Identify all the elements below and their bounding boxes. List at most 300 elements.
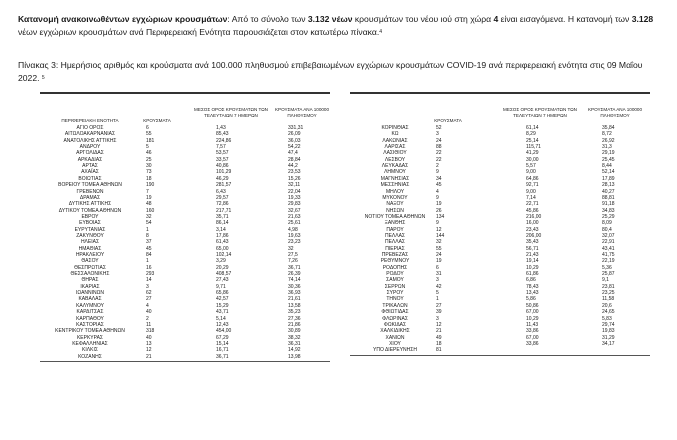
cell-cases: 1 bbox=[146, 226, 149, 233]
cell-cases: 190 bbox=[146, 182, 155, 189]
cell-avg: 61,86 bbox=[526, 271, 539, 278]
cell-cases: 16 bbox=[146, 264, 152, 271]
table-row bbox=[350, 335, 650, 341]
cell-cases: 21 bbox=[436, 328, 442, 335]
cell-cases: 6 bbox=[146, 125, 149, 131]
cell-region: ΛΕΣΒΟΥ bbox=[384, 156, 406, 163]
cell-region: ΚΑΡΔΙΤΣΑΣ bbox=[76, 309, 104, 316]
intro-imported-cases: 4 bbox=[493, 14, 499, 24]
cell-per100k: 21,86 bbox=[288, 321, 301, 328]
cell-cases: 48 bbox=[146, 201, 152, 208]
cell-avg: 64,86 bbox=[526, 175, 539, 182]
table-row bbox=[350, 150, 650, 156]
cell-region: ΛΗΜΝΟΥ bbox=[384, 169, 406, 176]
table-row bbox=[350, 182, 650, 188]
header-per100k: ΚΡΟΥΣΜΑΤΑ ΑΝΑ 100000 ΠΛΗΘΥΣΜΟΥ bbox=[274, 107, 330, 118]
table-row bbox=[40, 201, 330, 207]
table-row bbox=[40, 252, 330, 258]
table-bottom-rule bbox=[350, 355, 650, 356]
cell-per100k: 27,5 bbox=[288, 252, 298, 258]
table-caption bbox=[18, 59, 658, 84]
table-row bbox=[350, 290, 650, 296]
cell-avg: 30,00 bbox=[526, 156, 539, 163]
cell-region: ΑΝΔΡΟΥ bbox=[79, 144, 101, 151]
cell-per100k: 26,39 bbox=[288, 271, 301, 278]
cell-cases: 62 bbox=[146, 290, 152, 297]
table-row bbox=[350, 284, 650, 290]
cell-cases: 45 bbox=[436, 182, 442, 189]
intro-paragraph bbox=[18, 13, 668, 39]
cell-cases: 7 bbox=[146, 188, 149, 195]
cell-region: ΑΡΓΟΛΙΔΑΣ bbox=[76, 150, 104, 157]
table-row bbox=[350, 195, 650, 201]
cell-avg: 65,00 bbox=[216, 245, 229, 252]
table-row bbox=[40, 258, 330, 264]
cell-per100k: 29,74 bbox=[602, 321, 615, 328]
cell-per100k: 29,19 bbox=[602, 150, 615, 157]
cell-cases: 49 bbox=[436, 334, 442, 341]
cell-avg: 5,57 bbox=[526, 163, 536, 170]
cell-avg: 9,00 bbox=[526, 188, 536, 195]
cell-cases: 88 bbox=[436, 144, 442, 151]
cell-per100k: 88,81 bbox=[602, 194, 615, 201]
cell-avg: 25,14 bbox=[526, 137, 539, 144]
cell-avg: 43,71 bbox=[216, 309, 229, 316]
cell-cases: 46 bbox=[146, 150, 152, 157]
table-row bbox=[350, 220, 650, 226]
table-row bbox=[350, 157, 650, 163]
cell-avg: 40,86 bbox=[216, 163, 229, 170]
intro-text-1: : Από το σύνολο των bbox=[227, 14, 308, 24]
table-row bbox=[350, 309, 650, 315]
table-row bbox=[350, 328, 650, 334]
cell-region: ΠΑΡΟΥ bbox=[386, 226, 404, 233]
cell-per100k: 28,13 bbox=[602, 182, 615, 189]
cell-per100k: 38,32 bbox=[288, 334, 301, 341]
cell-avg: 7,14 bbox=[526, 194, 536, 201]
cell-cases: 318 bbox=[146, 328, 155, 335]
cell-avg: 78,43 bbox=[526, 283, 539, 290]
cell-cases: 32 bbox=[146, 213, 152, 220]
cell-cases: 27 bbox=[436, 302, 442, 309]
cell-cases: 293 bbox=[146, 271, 155, 278]
cell-avg: 45,86 bbox=[526, 207, 539, 214]
cell-cases: 32 bbox=[436, 239, 442, 246]
cell-avg: 27,43 bbox=[216, 277, 229, 284]
table-row bbox=[350, 347, 650, 353]
cell-region: ΔΥΤΙΚΗΣ ΑΤΤΙΚΗΣ bbox=[68, 201, 112, 208]
cell-per100k: 54,22 bbox=[288, 144, 301, 151]
cell-region: ΚΑΛΥΜΝΟΥ bbox=[76, 302, 104, 309]
cell-cases: 54 bbox=[146, 220, 152, 227]
table-row bbox=[350, 239, 650, 245]
cell-region: ΤΡΙΚΑΛΩΝ bbox=[382, 302, 408, 309]
table-row bbox=[350, 208, 650, 214]
cell-region: ΘΕΣΣΑΛΟΝΙΚΗΣ bbox=[70, 271, 110, 278]
cell-per100k: 19,83 bbox=[602, 328, 615, 335]
table-row bbox=[40, 303, 330, 309]
header-region: ΠΕΡΙΦΕΡΕΙΑΚΗ ΕΝΟΤΗΤΑ bbox=[61, 118, 119, 123]
table-row bbox=[40, 233, 330, 239]
cell-cases: 25 bbox=[146, 156, 152, 163]
table-row bbox=[40, 341, 330, 347]
cell-region: ΑΡΤΑΣ bbox=[82, 163, 98, 170]
cell-avg: 56,71 bbox=[526, 245, 539, 252]
table-row bbox=[40, 169, 330, 175]
cell-avg: 16,71 bbox=[216, 347, 229, 354]
cell-avg: 50,86 bbox=[526, 302, 539, 309]
cell-avg: 8,29 bbox=[526, 131, 536, 138]
cell-per100k: 23,53 bbox=[288, 169, 301, 176]
cell-cases: 42 bbox=[436, 283, 442, 290]
cell-per100k: 35,23 bbox=[288, 309, 301, 316]
cell-per100k: 11,58 bbox=[602, 296, 615, 303]
cell-avg: 61,43 bbox=[216, 239, 229, 246]
table-row bbox=[40, 214, 330, 220]
cell-avg: 19,14 bbox=[526, 258, 539, 265]
table-row bbox=[40, 277, 330, 283]
table-row bbox=[350, 176, 650, 182]
table-row bbox=[350, 258, 650, 264]
table-row bbox=[350, 189, 650, 195]
cell-cases: 30 bbox=[146, 163, 152, 170]
cell-per100k: 17,89 bbox=[602, 175, 615, 182]
cell-cases: 84 bbox=[146, 252, 152, 258]
cell-cases: 181 bbox=[146, 137, 155, 144]
cell-cases: 55 bbox=[146, 131, 152, 138]
table-row bbox=[350, 271, 650, 277]
table-row bbox=[40, 182, 330, 188]
cell-avg: 53,57 bbox=[216, 150, 229, 157]
cell-region: ΜΑΓΝΗΣΙΑΣ bbox=[380, 175, 410, 182]
table-row bbox=[350, 322, 650, 328]
cell-per100k: 32 bbox=[288, 245, 294, 252]
cell-region: ΕΒΡΟΥ bbox=[81, 213, 99, 220]
cell-region: ΘΑΣΟΥ bbox=[81, 258, 99, 265]
cell-avg: 216,00 bbox=[526, 213, 542, 220]
cell-region: ΑΙΤΩΛΟΑΚΑΡΝΑΝΙΑΣ bbox=[64, 131, 116, 138]
cell-cases: 3 bbox=[146, 283, 149, 290]
table-row bbox=[40, 290, 330, 296]
cell-cases: 5 bbox=[146, 144, 149, 151]
cell-per100k: 41,75 bbox=[602, 252, 615, 258]
cell-region: ΜΥΚΟΝΟΥ bbox=[382, 194, 408, 201]
cell-per100k: 91,18 bbox=[602, 201, 615, 208]
cell-cases: 22 bbox=[436, 150, 442, 157]
cell-cases: 1 bbox=[146, 258, 149, 265]
cell-region: ΘΕΣΠΡΩΤΙΑΣ bbox=[74, 264, 106, 271]
cell-per100k: 23,81 bbox=[602, 283, 615, 290]
cell-avg: 33,86 bbox=[526, 328, 539, 335]
cell-avg: 33,57 bbox=[216, 156, 229, 163]
table-row bbox=[350, 138, 650, 144]
cell-cases: 144 bbox=[436, 232, 445, 239]
cell-avg: 3,29 bbox=[216, 258, 226, 265]
cell-region: ΡΕΘΥΜΝΟΥ bbox=[380, 258, 410, 265]
table-row bbox=[40, 150, 330, 156]
intro-domestic-cases: 3.128 bbox=[631, 14, 654, 24]
table-row bbox=[350, 265, 650, 271]
table-row bbox=[40, 131, 330, 137]
cell-avg: 3,14 bbox=[216, 226, 226, 233]
header-avg: ΜΕΣΟΣ ΟΡΟΣ ΚΡΟΥΣΜΑΤΩΝ ΤΩΝ ΤΕΛΕΥΤΑΙΩΝ 7 ΗΜΕΡΩΝ bbox=[194, 107, 268, 118]
cell-avg: 217,71 bbox=[216, 207, 232, 214]
cell-region: ΚΙΛΚΙΣ bbox=[82, 347, 98, 354]
cell-per100k: 26,09 bbox=[288, 131, 301, 138]
table-row bbox=[40, 347, 330, 353]
cell-region: ΙΚΑΡΙΑΣ bbox=[80, 283, 100, 290]
cell-per100k: 36,71 bbox=[288, 264, 301, 271]
cell-region: ΦΘΙΩΤΙΔΑΣ bbox=[381, 309, 409, 316]
cell-cases: 2 bbox=[146, 315, 149, 322]
cell-per100k: 34,83 bbox=[602, 207, 615, 214]
cell-per100k: 74,14 bbox=[288, 277, 301, 284]
cell-per100k: 24,65 bbox=[602, 309, 615, 316]
cell-cases: 13 bbox=[146, 340, 152, 347]
cell-avg: 17,86 bbox=[216, 232, 229, 239]
cell-per100k: 22,04 bbox=[288, 188, 301, 195]
cell-avg: 65,86 bbox=[216, 290, 229, 297]
cell-cases: 3 bbox=[436, 131, 439, 138]
cell-region: ΗΡΑΚΛΕΙΟΥ bbox=[75, 252, 105, 258]
cell-region: ΘΗΡΑΣ bbox=[81, 277, 99, 284]
table-row bbox=[40, 189, 330, 195]
cell-region: ΒΟΡΕΙΟΥ ΤΟΜΕΑ ΑΘΗΝΩΝ bbox=[58, 182, 122, 189]
cell-per100k: 47,4 bbox=[288, 150, 298, 157]
cell-per100k: 13,58 bbox=[288, 302, 301, 309]
cell-avg: 15,14 bbox=[216, 340, 229, 347]
cell-region: ΓΡΕΒΕΝΩΝ bbox=[76, 188, 104, 195]
cell-cases: 39 bbox=[436, 309, 442, 316]
cell-avg: 7,57 bbox=[216, 144, 226, 151]
cell-avg: 6,86 bbox=[526, 277, 536, 284]
cell-per100k: 22,19 bbox=[602, 258, 615, 265]
cell-avg: 46,29 bbox=[216, 175, 229, 182]
cell-per100k: 19,33 bbox=[288, 194, 301, 201]
cell-avg: 29,57 bbox=[216, 194, 229, 201]
cell-per100k: 36,31 bbox=[288, 340, 301, 347]
header-cases: ΚΡΟΥΣΜΑΤΑ bbox=[434, 118, 462, 123]
cell-avg: 101,29 bbox=[216, 169, 232, 176]
cell-per100k: 27,36 bbox=[288, 315, 301, 322]
cell-per100k: 30,89 bbox=[288, 328, 301, 335]
cell-region: ΚΑΣΤΟΡΙΑΣ bbox=[76, 321, 104, 328]
cell-avg: 11,43 bbox=[526, 321, 539, 328]
cell-region: ΤΗΝΟΥ bbox=[386, 296, 404, 303]
cell-avg: 67,00 bbox=[526, 309, 539, 316]
cell-avg: 42,57 bbox=[216, 296, 229, 303]
cell-per100k: 15,26 bbox=[288, 175, 301, 182]
cell-per100k: 36,93 bbox=[288, 290, 301, 297]
table-row bbox=[350, 296, 650, 302]
cell-per100k: 26,92 bbox=[602, 137, 615, 144]
cell-cases: 12 bbox=[436, 321, 442, 328]
cell-region: ΙΩΑΝΝΙΝΩΝ bbox=[75, 290, 105, 297]
table-top-rule bbox=[40, 92, 330, 94]
cell-region: ΒΟΙΩΤΙΑΣ bbox=[78, 175, 102, 182]
cell-avg: 92,71 bbox=[526, 182, 539, 189]
cell-cases: 18 bbox=[436, 340, 442, 347]
cell-per100k: 21,63 bbox=[288, 213, 301, 220]
cell-cases: 5 bbox=[436, 290, 439, 297]
cell-region: ΝΟΤΙΟΥ ΤΟΜΕΑ ΑΘΗΝΩΝ bbox=[364, 213, 426, 220]
table-row bbox=[40, 144, 330, 150]
cell-region: ΜΕΣΣΗΝΙΑΣ bbox=[380, 182, 410, 189]
cell-region: ΗΛΕΙΑΣ bbox=[80, 239, 100, 246]
cell-region: ΠΙΕΡΙΑΣ bbox=[385, 245, 405, 252]
cell-cases: 8 bbox=[146, 232, 149, 239]
cell-cases: 27 bbox=[146, 296, 152, 303]
table-row bbox=[350, 131, 650, 137]
intro-footnote: 4 bbox=[379, 29, 382, 35]
cell-region: ΛΕΥΚΑΔΑΣ bbox=[381, 163, 409, 170]
cell-per100k: 9,1 bbox=[602, 277, 609, 284]
cell-avg: 41,29 bbox=[526, 150, 539, 157]
cell-region: ΣΥΡΟΥ bbox=[386, 290, 404, 297]
table-row bbox=[350, 316, 650, 322]
table-top-rule bbox=[350, 92, 650, 94]
cell-per100k: 40,27 bbox=[602, 188, 615, 195]
cell-region: ΕΥΒΟΙΑΣ bbox=[79, 220, 101, 227]
cell-avg: 33,86 bbox=[526, 340, 539, 347]
cell-per100k: 80,4 bbox=[602, 226, 612, 233]
cell-region: ΧΑΛΚΙΔΙΚΗΣ bbox=[380, 328, 410, 335]
cell-region: ΑΝΑΤΟΛΙΚΗΣ ΑΤΤΙΚΗΣ bbox=[63, 137, 117, 144]
cell-avg: 115,71 bbox=[526, 144, 541, 151]
cell-region: ΡΟΔΟΥ bbox=[386, 271, 404, 278]
cell-cases: 19 bbox=[146, 194, 152, 201]
cell-cases: 14 bbox=[146, 277, 152, 284]
cell-cases: 9 bbox=[436, 220, 439, 227]
table-row bbox=[40, 125, 330, 131]
cell-avg: 10,29 bbox=[526, 315, 539, 322]
table-row bbox=[40, 309, 330, 315]
cell-cases: 26 bbox=[436, 207, 442, 214]
cell-cases: 52 bbox=[436, 125, 442, 131]
cell-per100k: 14,92 bbox=[288, 347, 301, 354]
table-row bbox=[350, 252, 650, 258]
table-row bbox=[350, 227, 650, 233]
caption-text: Πίνακας 3: Ημερήσιος αριθμός και κρούσματα ανά 100.000 πληθυσμού επιβεβαιωμένων εγχώριων κρουσμάτων COVID-19 ανά περιφερειακή ενότητα στις 09 Μαΐου 2022. bbox=[18, 60, 643, 83]
cell-per100k: 13,98 bbox=[288, 353, 301, 360]
cell-per100k: 5,36 bbox=[602, 264, 612, 271]
table-row bbox=[40, 176, 330, 182]
header-cases: ΚΡΟΥΣΜΑΤΑ bbox=[143, 118, 171, 123]
cell-cases: 73 bbox=[146, 169, 152, 176]
table-row bbox=[40, 322, 330, 328]
table-row bbox=[40, 195, 330, 201]
table-row bbox=[350, 277, 650, 283]
table-row bbox=[40, 316, 330, 322]
table-row bbox=[40, 157, 330, 163]
table-row bbox=[40, 354, 330, 360]
cell-cases: 134 bbox=[436, 213, 445, 220]
cell-per100k: 21,61 bbox=[288, 296, 301, 303]
cell-cases: 6 bbox=[436, 264, 439, 271]
cell-per100k: 19,63 bbox=[288, 232, 301, 239]
cell-region: ΗΜΑΘΙΑΣ bbox=[78, 245, 102, 252]
cell-per100k: 22,91 bbox=[602, 239, 615, 246]
cell-region: ΑΡΚΑΔΙΑΣ bbox=[77, 156, 103, 163]
cell-per100k: 25,45 bbox=[602, 156, 615, 163]
cell-region: ΥΠΟ ΔΙΕΡΕΥΝΗΣΗ bbox=[373, 347, 417, 354]
cell-per100k: 5,83 bbox=[602, 315, 612, 322]
cell-avg: 86,14 bbox=[216, 220, 229, 227]
table-right bbox=[350, 92, 650, 432]
cell-region: ΚΕΦΑΛΛΗΝΙΑΣ bbox=[72, 340, 108, 347]
table-row bbox=[40, 227, 330, 233]
cell-region: ΔΥΤΙΚΟΥ ΤΟΜΕΑ ΑΘΗΝΩΝ bbox=[58, 207, 122, 214]
table-row bbox=[40, 246, 330, 252]
cell-avg: 35,43 bbox=[526, 239, 539, 246]
cell-per100k: 25,87 bbox=[602, 271, 615, 278]
cell-cases: 3 bbox=[436, 315, 439, 322]
cell-per100k: 25,29 bbox=[602, 213, 615, 220]
cell-cases: 21 bbox=[146, 353, 152, 360]
cell-per100k: 44,2 bbox=[288, 163, 298, 170]
cell-avg: 20,29 bbox=[216, 264, 229, 271]
cell-cases: 9 bbox=[436, 169, 439, 176]
cell-region: ΧΑΝΙΩΝ bbox=[385, 334, 405, 341]
cell-region: ΝΗΣΩΝ bbox=[386, 207, 404, 214]
table-row bbox=[40, 284, 330, 290]
table-row bbox=[40, 335, 330, 341]
cell-avg: 1,43 bbox=[216, 125, 226, 131]
cell-region: ΚΑΡΠΑΘΟΥ bbox=[76, 315, 104, 322]
cell-region: ΠΕΛΛΑΣ bbox=[384, 232, 406, 239]
cell-avg: 12,43 bbox=[216, 321, 229, 328]
cell-region: ΛΑΣΙΘΙΟΥ bbox=[383, 150, 407, 157]
cell-region: ΦΛΩΡΙΝΑΣ bbox=[382, 315, 408, 322]
table-row bbox=[350, 201, 650, 207]
cell-per100k: 31,3 bbox=[602, 144, 612, 151]
cell-cases: 11 bbox=[146, 321, 152, 328]
cell-region: ΦΩΚΙΔΑΣ bbox=[383, 321, 407, 328]
table-row bbox=[350, 169, 650, 175]
cell-avg: 72,86 bbox=[216, 201, 229, 208]
cell-per100k: 32,67 bbox=[288, 207, 301, 214]
cell-per100k: 7,26 bbox=[288, 258, 298, 265]
cell-avg: 408,57 bbox=[216, 271, 232, 278]
cell-per100k: 8,72 bbox=[602, 131, 612, 138]
cell-region: ΚΟΖΑΝΗΣ bbox=[78, 353, 102, 360]
cell-cases: 12 bbox=[436, 226, 442, 233]
cell-avg: 61,14 bbox=[526, 125, 539, 131]
cell-cases: 9 bbox=[436, 194, 439, 201]
cell-region: ΛΑΡΙΣΑΣ bbox=[384, 144, 406, 151]
cell-avg: 22,71 bbox=[526, 201, 539, 208]
cell-avg: 9,00 bbox=[526, 169, 536, 176]
cell-region: ΑΧΑΪΑΣ bbox=[81, 169, 99, 176]
cell-cases: 24 bbox=[436, 137, 442, 144]
cell-per100k: 20,6 bbox=[602, 302, 612, 309]
cell-cases: 81 bbox=[436, 347, 442, 354]
table-row bbox=[40, 239, 330, 245]
cell-region: ΜΗΛΟΥ bbox=[385, 188, 405, 195]
cell-per100k: 25,61 bbox=[288, 220, 301, 227]
table-row bbox=[350, 246, 650, 252]
cell-per100k: 23,25 bbox=[602, 290, 615, 297]
cell-avg: 281,57 bbox=[216, 182, 232, 189]
cell-cases: 19 bbox=[436, 258, 442, 265]
cell-per100k: 28,84 bbox=[288, 156, 301, 163]
cell-per100k: 8,09 bbox=[602, 220, 612, 227]
intro-title: Κατανομή ανακοινωθέντων εγχώριων κρουσμάτων bbox=[18, 14, 228, 24]
table-row bbox=[40, 328, 330, 334]
cell-per100k: 23,23 bbox=[288, 239, 301, 246]
cell-cases: 34 bbox=[436, 175, 442, 182]
cell-region: ΝΑΞΟΥ bbox=[386, 201, 404, 208]
